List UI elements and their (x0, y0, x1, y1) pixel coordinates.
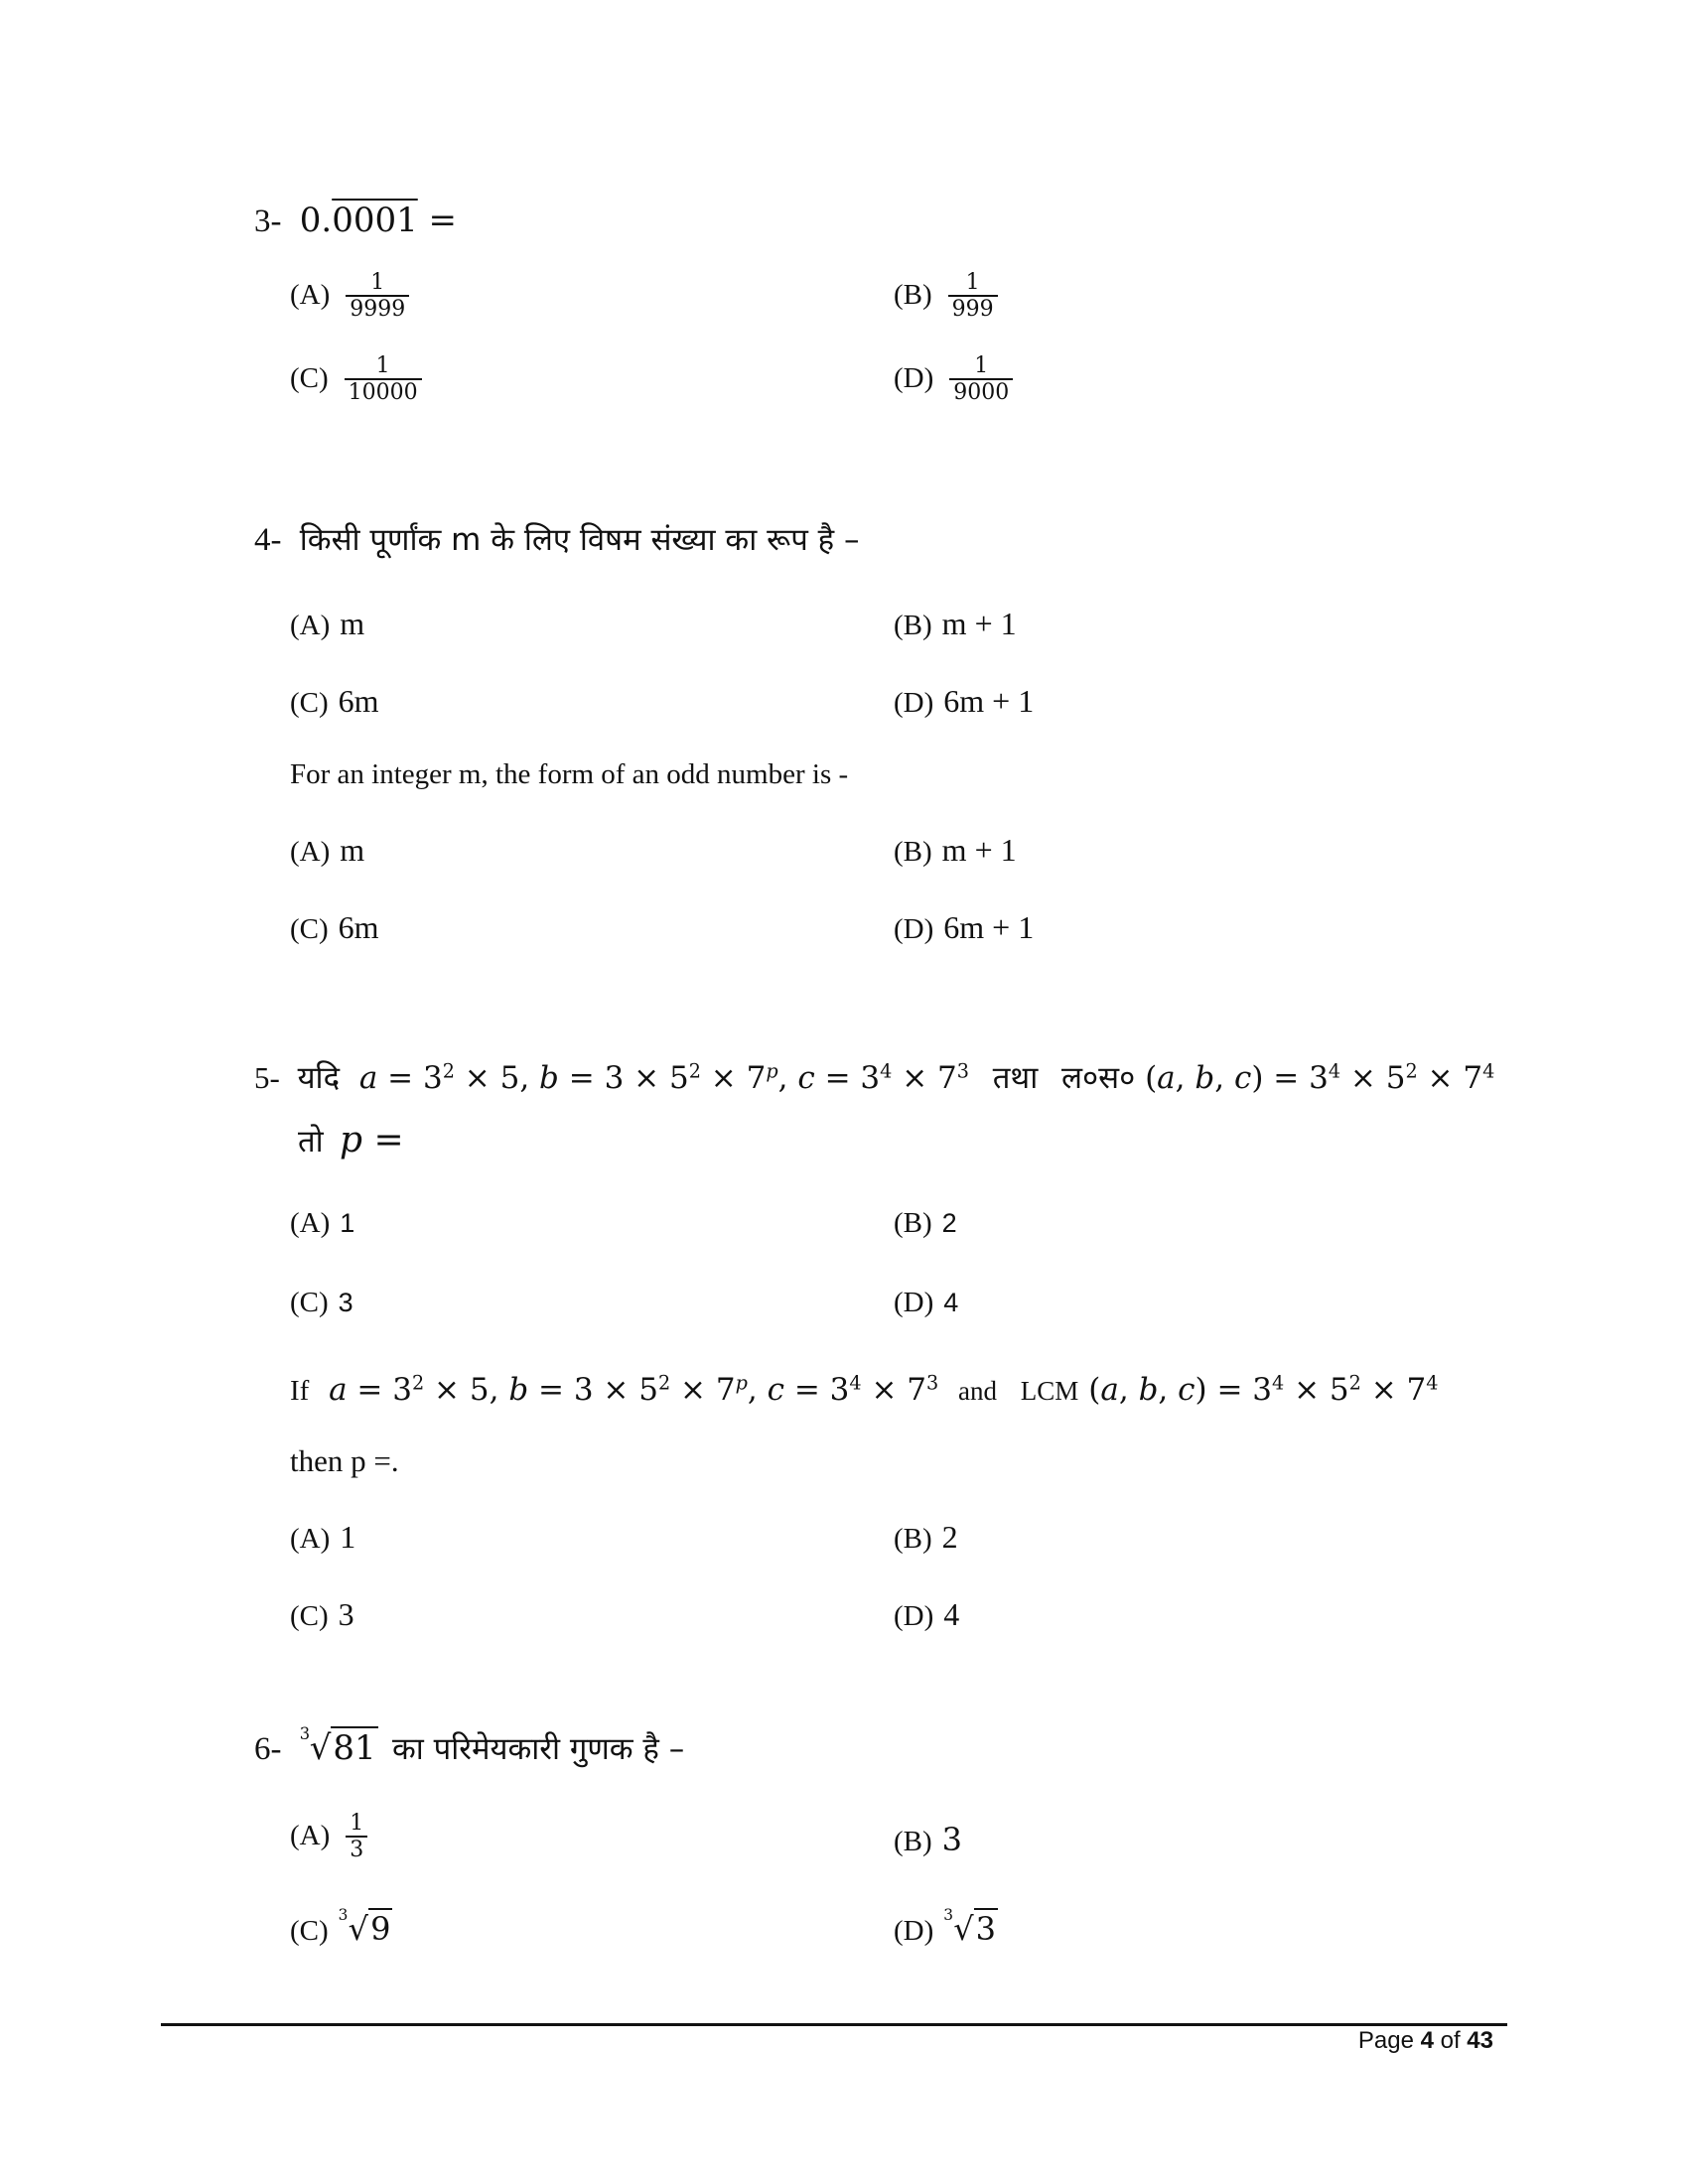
q4-option-a[interactable]: (A) m (290, 606, 365, 641)
q5-en-option-c[interactable]: (C) 3 (290, 1596, 354, 1632)
q3-option-c[interactable]: (C) $\frac{1}{10000}$ (290, 353, 422, 406)
question-4-stem-english: For an integer m, the form of an odd number is - (290, 758, 849, 790)
q4-option-c[interactable]: (C) 6m (290, 683, 379, 719)
fraction: $\frac{1}{10000}$ (345, 353, 422, 406)
q4-option-d[interactable]: (D) 6m + 1 (894, 683, 1035, 719)
question-6-stem: 6- 3 √81 का परिमेयकारी गुणक है – (254, 1724, 685, 1768)
question-5-then-hindi: तो p = (298, 1120, 404, 1160)
q4-en-option-d[interactable]: (D) 6m + 1 (894, 909, 1035, 945)
q5-equation: $a = 3^2 \times 5$, $b = 3 \times 5^2 \times 7^p$, $c = 3^4 \times 7^3$ (358, 1059, 969, 1096)
q4-option-b[interactable]: (B) m + 1 (894, 606, 1017, 641)
q5-en-option-b[interactable]: (B) 2 (894, 1519, 958, 1555)
question-3-stem (254, 201, 457, 240)
question-5-stem-english: If $a = 3^2 \times 5$, $b = 3 \times 5^2 \times 7^p$, $c = 3^4 \times 7^3$ and LCM (a, b, $c) = 3^4 \times 5^2 \times 7^4$ (290, 1371, 1439, 1408)
q3-option-d[interactable]: (D) $\frac{1}{9000}$ (894, 353, 1013, 406)
question-number: 6- (254, 1731, 282, 1767)
cube-root: 3 √9 (338, 1906, 391, 1948)
q5-option-c[interactable]: (C) 3 (290, 1287, 353, 1318)
question-5-then-english: then p =. (290, 1443, 399, 1478)
cube-root: 3 √81 (299, 1724, 376, 1768)
q3-expression: 0.0001 = (299, 201, 458, 240)
footer-divider (161, 2023, 1507, 2026)
fraction: $\frac{1}{9999}$ (346, 270, 409, 323)
page-number: Page 4 of 43 (1357, 2027, 1493, 2054)
cube-root: 3 √3 (943, 1906, 997, 1948)
q4-en-option-a[interactable]: (A) m (290, 832, 365, 868)
question-number: 4- (254, 522, 282, 558)
fraction: $\frac{1}{999}$ (948, 270, 998, 323)
question-5-stem-hindi: 5- यदि $a = 3^2 \times 5$, $b = 3 \times 5^2 \times 7^p$, $c = 3^4 \times 7^3$ तथा ल०स० (a, b, $c) = 3^4 \times 5^2 \times 7^4$ (254, 1059, 1495, 1096)
q6-option-b[interactable]: (B) 3 (894, 1821, 963, 1858)
q5-option-a[interactable]: (A) 1 (290, 1207, 355, 1239)
q5-en-option-a[interactable]: (A) 1 (290, 1519, 356, 1555)
q6-option-d[interactable]: (D) 3 √3 (894, 1906, 997, 1948)
question-number: 3- (254, 204, 282, 239)
q5-option-b[interactable]: (B) 2 (894, 1207, 957, 1239)
q3-option-a[interactable]: (A) $\frac{1}{9999}$ (290, 270, 409, 323)
q4-en-option-b[interactable]: (B) m + 1 (894, 832, 1017, 868)
q3-option-b[interactable]: (B) $\frac{1}{999}$ (894, 270, 998, 323)
fraction: $\frac{1}{9000}$ (949, 353, 1013, 406)
q5-en-option-d[interactable]: (D) 4 (894, 1596, 960, 1632)
question-4-stem-hindi: 4- किसी पूर्णांक m के लिए विषम संख्या का रूप है – (254, 522, 860, 558)
q5-option-d[interactable]: (D) 4 (894, 1287, 959, 1318)
q6-option-c[interactable]: (C) 3 √9 (290, 1906, 391, 1948)
q6-option-a[interactable]: (A) $\frac{1}{3}$ (290, 1811, 367, 1863)
question-number: 5- (254, 1060, 280, 1095)
fraction: $\frac{1}{3}$ (346, 1811, 367, 1863)
q4-en-option-c[interactable]: (C) 6m (290, 909, 379, 945)
